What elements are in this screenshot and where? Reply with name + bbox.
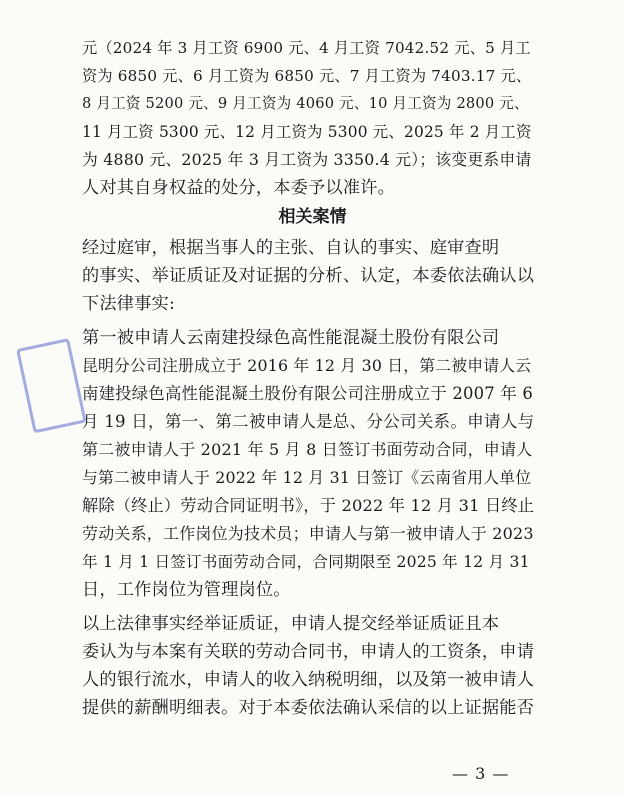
text-line: 解除（终止）劳动合同证明书》，于 2022 年 12 月 31 日终止 [82,496,535,515]
section-heading: 相关案情 [278,207,347,227]
text-line: 8 月工资 5200 元、9 月工资为 4060 元、10 月工资为 2800 元、 [82,95,529,112]
text-line: 昆明分公司注册成立于 2016 年 12 月 30 日，第二被申请人云 [82,356,532,375]
text-line: 年 1 月 1 日签订书面劳动合同，合同期限至 2025 年 12 月 31 [82,553,530,571]
stamp-border [16,338,87,433]
text-line: 日，工作岗位为管理岗位。 [82,580,291,600]
text-line: 以上法律事实经举证质证，申请人提交经举证质证且本 [82,614,500,634]
text-line: 委认为与本案有关联的劳动合同书，申请人的工资条，申请 [82,642,535,662]
text-line: 提供的薪酬明细表。对于本委依法确认采信的以上证据能否 [82,698,535,718]
text-line: 南建投绿色高性能混凝土股份有限公司注册成立于 2007 年 6 [82,384,533,403]
text-line: 人对其自身权益的处分，本委予以准许。 [82,178,395,198]
text-line: 的事实、举证质证及对证据的分析、认定，本委依法确认以 [82,266,535,286]
text-line: 为 4880 元、2025 年 3 月工资为 3350.4 元）；该变更系申请 [82,150,532,169]
text-line: 下法律事实: [82,294,175,314]
text-line: 人的银行流水，申请人的收入纳税明细，以及第一被申请人 [82,670,535,690]
text-line: 11 月工资 5300 元、12 月工资为 5300 元、2025 年 2 月工资 [82,123,532,141]
text-line: 月 19 日，第一、第二被申请人是总、分公司关系。申请人与 [82,412,535,431]
page-number: — 3 — [452,764,510,783]
text-line: 劳动关系，工作岗位为技术员；申请人与第一被申请人于 2023 [82,524,534,543]
text-line: 第一被申请人云南建投绿色高性能混凝土股份有限公司 [82,328,500,348]
text-line: 元（2024 年 3 月工资 6900 元、4 月工资 7042.52 元、5 月工 [82,39,531,57]
text-line: 与第二被申请人于 2022 年 12 月 31 日签订《云南省用人单位 [82,468,532,487]
ink-stamp [12,338,88,431]
text-line: 第二被申请人于 2021 年 5 月 8 日签订书面劳动合同，申请人 [82,440,533,459]
text-line: 资为 6850 元、6 月工资为 6850 元、7 月工资为 7403.17 元、 [82,67,532,85]
text-line: 经过庭审，根据当事人的主张、自认的事实、庭审查明 [82,238,500,258]
